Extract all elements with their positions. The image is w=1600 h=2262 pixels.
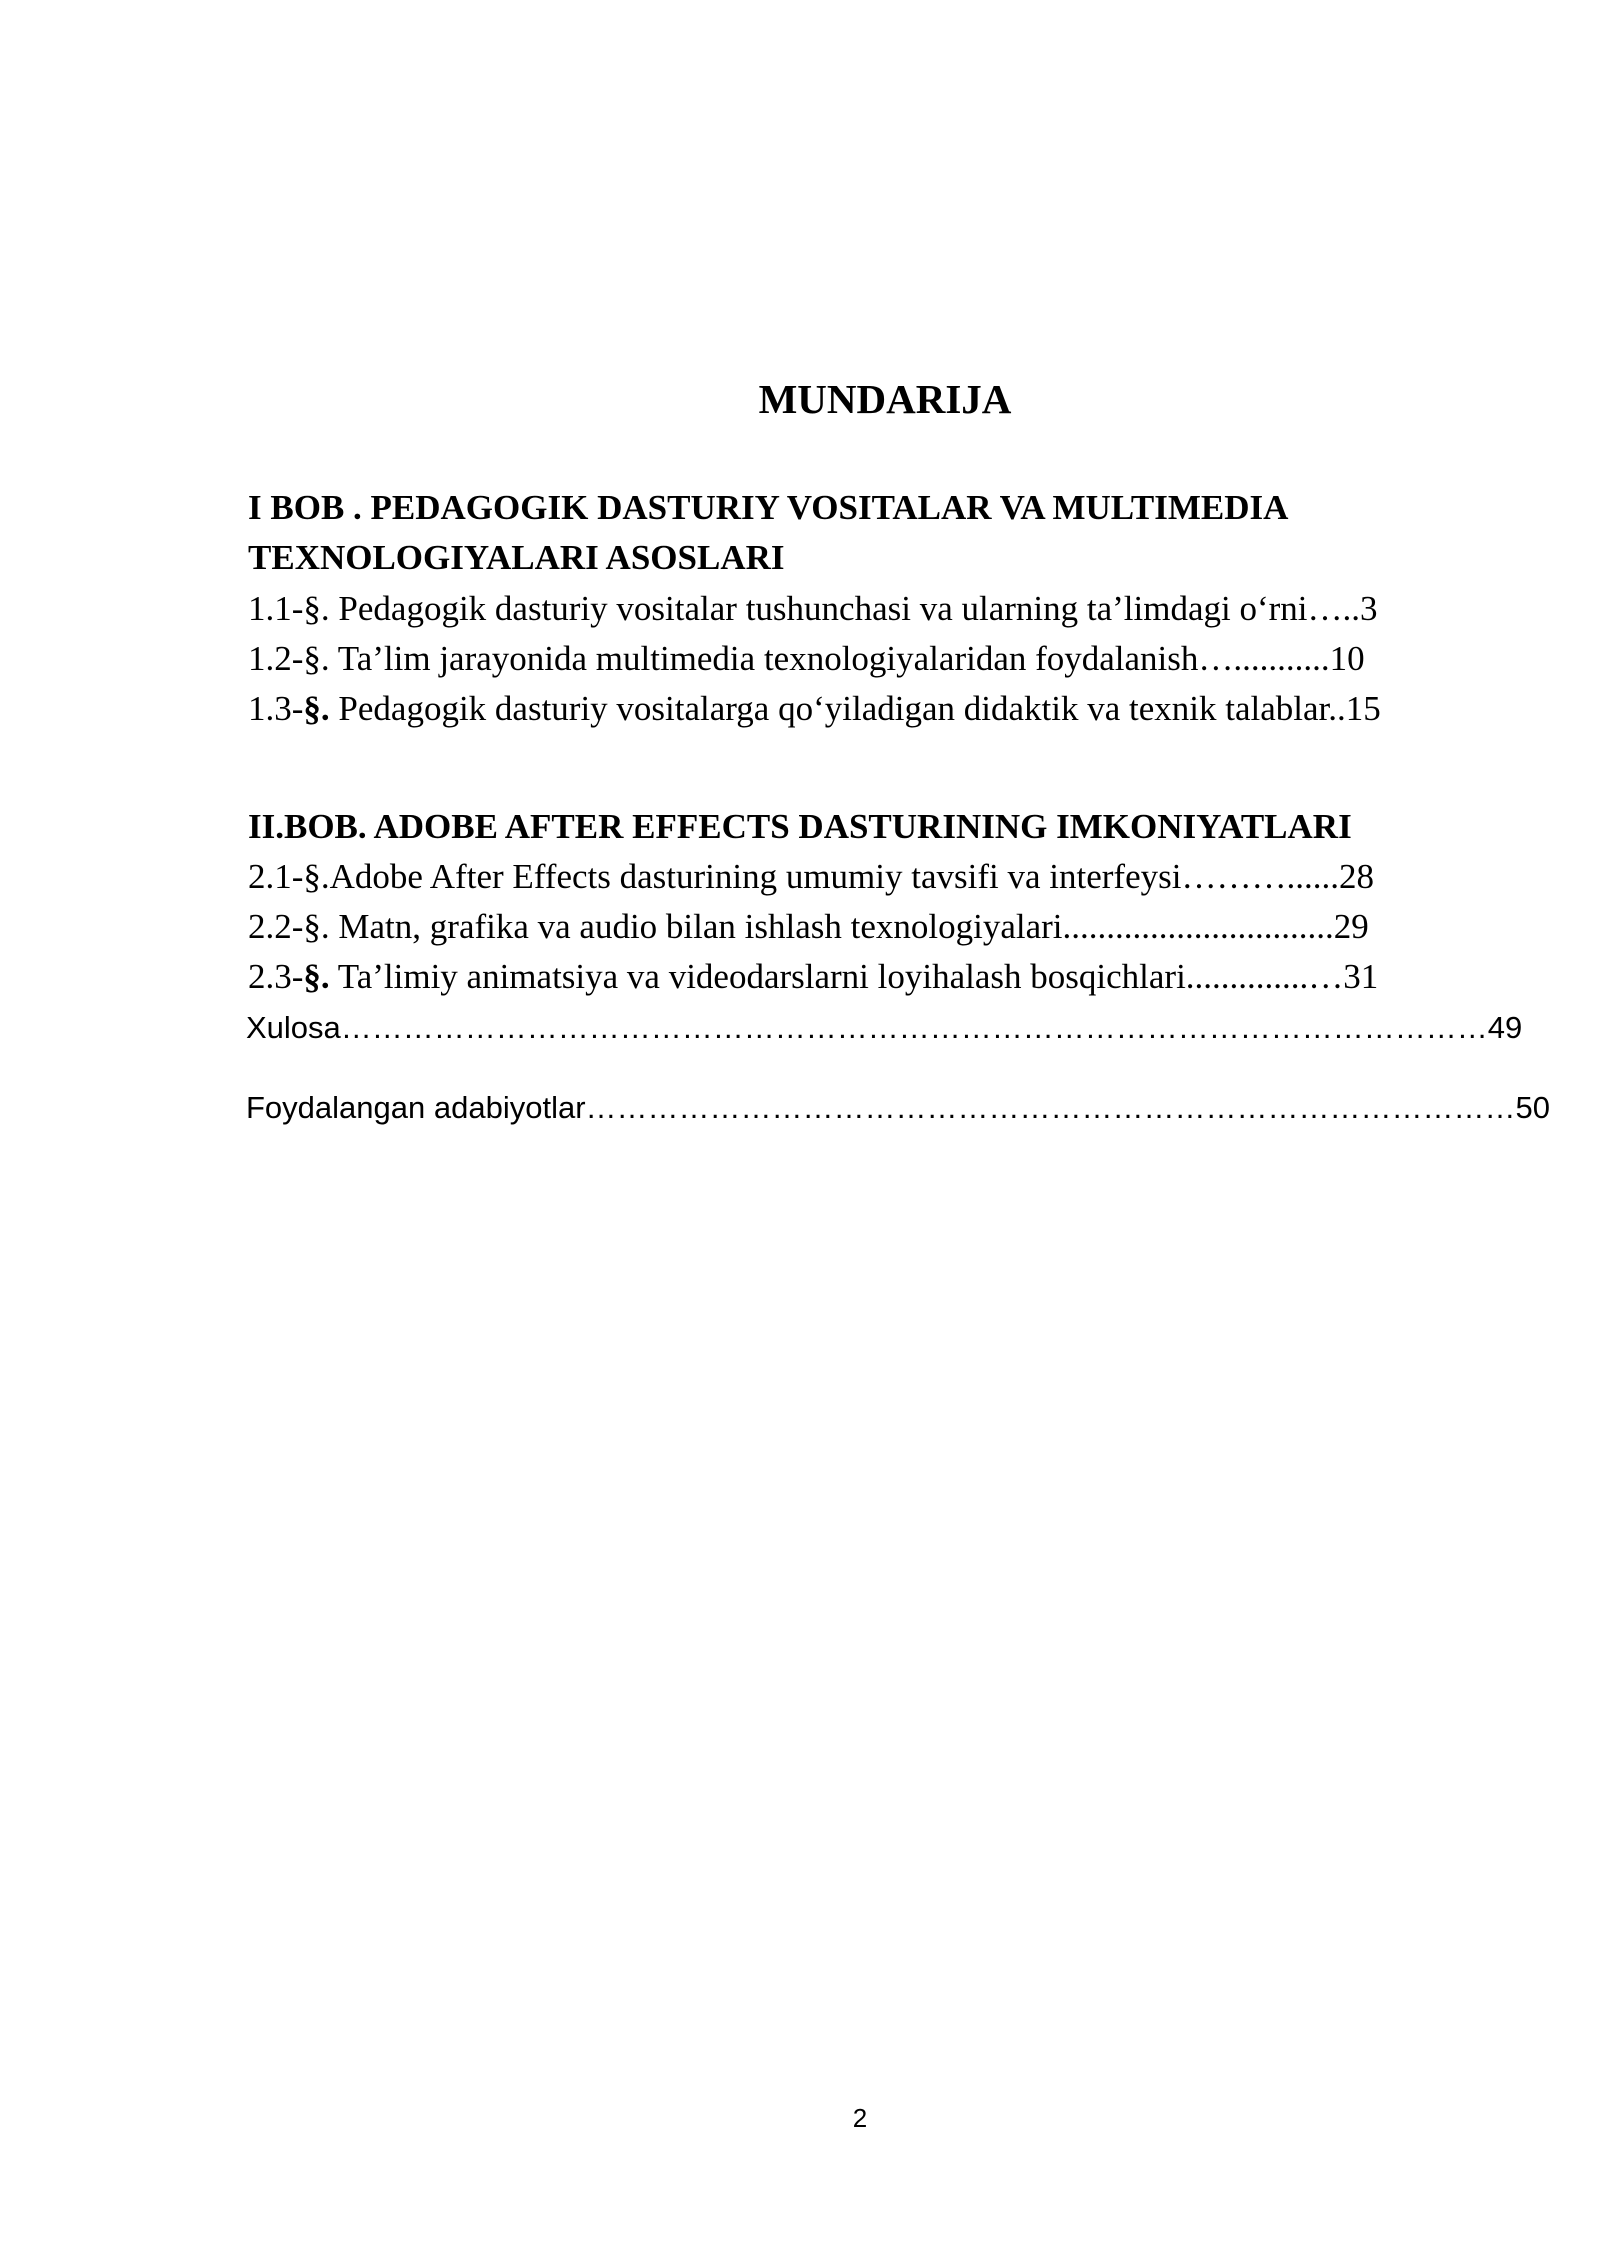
- toc-entry-text: Pedagogik dasturiy vositalarga qo‘yiladigan didaktik va texnik talablar..15: [329, 689, 1381, 728]
- toc-entry-number: 1.1-§: [248, 589, 321, 628]
- chapter-1-heading-line-1: I BOB . PEDAGOGIK DASTURIY VOSITALAR VA MULTIMEDIA: [248, 488, 1289, 527]
- toc-entry-number: 2.1-§: [248, 857, 321, 896]
- toc-entry-1-1[interactable]: [248, 585, 1478, 633]
- toc-entry-number: 2.3-: [248, 957, 304, 996]
- chapter-1-heading-line-2: TEXNOLOGIYALARI ASOSLARI: [248, 538, 785, 577]
- toc-entry-2-1[interactable]: [248, 853, 1478, 901]
- toc-entry-text: Ta’limiy animatsiya va videodarslarni loyihalash bosqichlari..............…31: [329, 957, 1379, 996]
- toc-entry-references[interactable]: Foydalangan adabiyotlar………………………………………………………………………………50: [246, 1090, 1550, 1125]
- page-title: MUNDARIJA: [758, 376, 1012, 422]
- toc-entry-number: 1.3-: [248, 689, 304, 728]
- toc-entry-text: . Pedagogik dasturiy vositalar tushunchasi va ularning ta’limdagi o‘rni…..3: [320, 589, 1378, 628]
- page-number: 2: [852, 2103, 868, 2133]
- toc-entry-text: .Adobe After Effects dasturining umumiy tavsifi va interfeysi………......28: [320, 857, 1374, 896]
- toc-entry-text: . Matn, grafika va audio bilan ishlash texnologiyalari...............................29: [320, 907, 1369, 946]
- toc-entry-conclusion[interactable]: Xulosa…………………………………………………………………………………………………49: [246, 1010, 1523, 1045]
- toc-entry-section-mark: §.: [303, 689, 330, 728]
- toc-entry-2-2[interactable]: [248, 903, 1478, 951]
- toc-entry-number: 1.2-§: [248, 639, 321, 678]
- toc-entry-2-3[interactable]: [248, 953, 1478, 1001]
- toc-entry-section-mark: §.: [303, 957, 330, 996]
- toc-entry-1-3[interactable]: [248, 685, 1478, 733]
- toc-entry-text: . Ta’lim jarayonida multimedia texnologiyalaridan foydalanish…...........10: [320, 639, 1365, 678]
- chapter-2-heading: II.BOB. ADOBE AFTER EFFECTS DASTURINING IMKONIYATLARI: [248, 807, 1352, 846]
- toc-entry-number: 2.2-§: [248, 907, 321, 946]
- toc-entry-1-2[interactable]: [248, 635, 1478, 683]
